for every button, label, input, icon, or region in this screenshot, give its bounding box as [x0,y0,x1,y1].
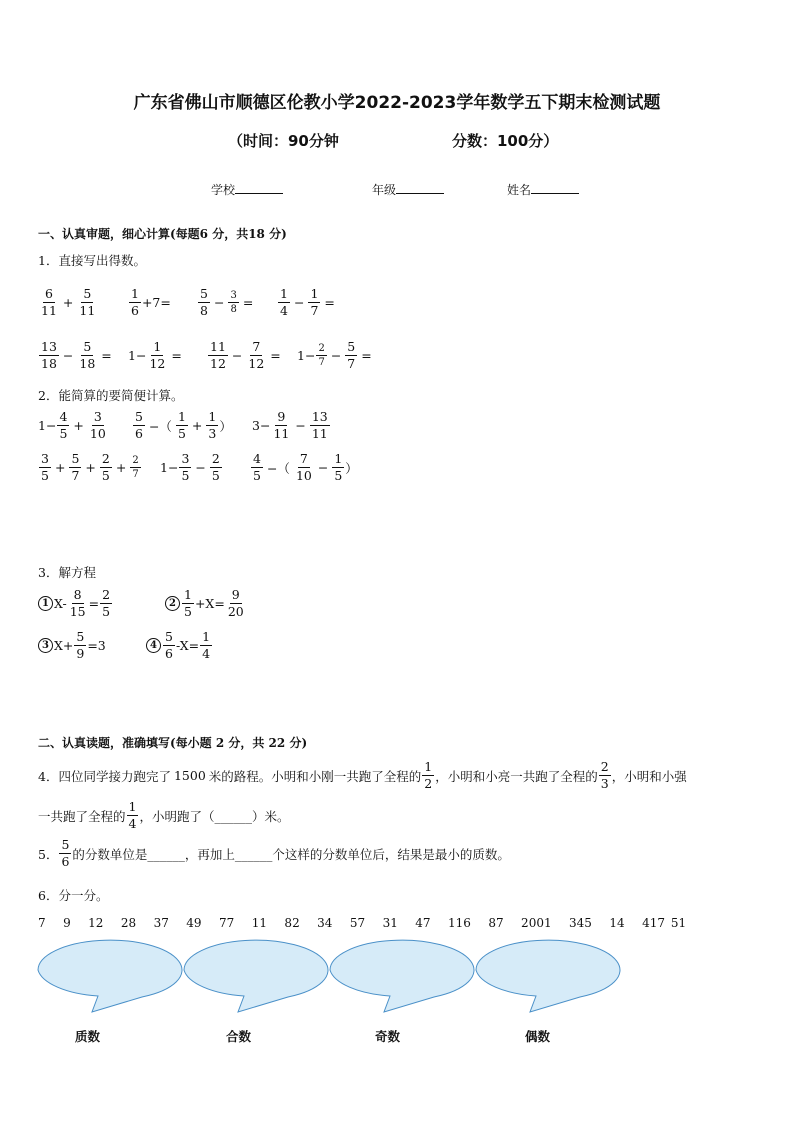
q3-label: 3．解方程 [38,565,96,580]
q4-line2: 一共跑了全程的 1 4 ，小明跑了（______）米。 [38,799,290,831]
q4-part5: 一共跑了全程的 [38,808,126,824]
q2-expr-4: 3 5 + $\frac{5}{7}$ + $\frac{2}{5}$ + $\frac{2}{7}$ [41,451,139,483]
q1-expr-7: 11 12 − $\frac{7}{12}$ = [210,339,281,371]
q1-expr-8: 1− $\frac{2}{7}$ − $\frac{5}{7}$ = [297,339,372,371]
label-composite: 合数 [226,1029,252,1044]
q5-part1: 的分数单位是______，再加上______个这样的分数单位后，结果是最小的质数。 [72,846,510,862]
q6-label: 6．分一分。 [38,888,109,903]
q5-line: 5． 5 6 的分数单位是______，再加上______个这样的分数单位后，结果是最小的质数。 [38,837,510,869]
q2-expr-6: 4 5 −（ 7 10 − $\frac{1}{5}$ ） [253,451,358,483]
q3-eq-1: 1 X- $\frac{8}{15}$ = $\frac{2}{5}$ [38,588,113,619]
q1-expr-3: 5 8 − $\frac{3}{8}$ = [200,286,254,318]
number-list: 7 9 12 28 37 49 77 11 82 34 57 31 47 116 87 2001 345 14 417 51 [38,916,687,930]
q2-expr-2: 5 6 −（ 1 5 + $\frac{1}{3}$ ） [135,409,232,441]
q4-part6: ，小明跑了（______）米。 [139,808,290,824]
q4-part4: ，小明和小强 [611,768,687,784]
label-prime: 质数 [75,1029,101,1044]
section2-title: 二、认真读题，准确填写(每小题 2 分，共 22 分) [38,736,308,750]
q1-expr-1: 6 11 + $\frac{5}{11}$ [41,286,96,318]
exam-score: 分数：100分） [452,132,559,150]
q1-expr-5: 13 18 − $\frac{5}{18}$ = [41,339,112,371]
school-label: 学校 [211,183,236,197]
q1-label: 1．直接写出得数。 [38,253,146,268]
bubble-even[interactable] [476,940,620,1012]
name-label: 姓名 [507,183,532,197]
q1-expr-2: 1 6 +7= [131,286,171,318]
bubble-odd[interactable] [330,940,474,1012]
page-title: 广东省佛山市顺德区伦教小学2022-2023学年数学五下期末检测试题 [133,93,661,113]
q4-part3: ，小明和小亮一共跑了全程的 [435,768,598,784]
bubble-prime[interactable] [38,940,182,1012]
grade-label: 年级 [372,183,397,197]
q1-expr-4: 1 4 − $\frac{1}{7}$ = [280,286,335,318]
q5-prefix: 5． [38,846,59,862]
q2-expr-5: 1− $\frac{3}{5}$ − $\frac{2}{5}$ [160,451,220,483]
q4-part2: 米的路程。小明和小刚一共跑了全程的 [208,768,422,784]
bubble-composite[interactable] [184,940,328,1012]
q3-eq-2: 2 1 5 +X= $\frac{9}{20}$ [165,588,247,619]
q3-eq-3: 3 X+ $\frac{5}{9}$ =3 [38,630,106,661]
section1-title: 一、认真审题，细心计算(每题6 分，共18 分) [38,227,287,241]
label-even: 偶数 [525,1029,551,1044]
q2-expr-1: 1− $\frac{4}{5}$ + $\frac{3}{10}$ [38,409,106,441]
q4-part1: 4．四位同学接力跑完了 [38,768,171,784]
q4-distance: 1500 [173,768,206,783]
label-odd: 奇数 [375,1029,401,1044]
q1-expr-6: 1− $\frac{1}{12}$ = [128,339,182,371]
q2-expr-3: 3− $\frac{9}{11}$ − $\frac{13}{11}$ [252,409,328,441]
q2-label: 2．能简算的要简便计算。 [38,388,184,403]
q3-eq-4: 4 5 6 -X= $\frac{1}{4}$ [146,630,213,661]
q4-line1: 4．四位同学接力跑完了 1500 米的路程。小明和小刚一共跑了全程的 1 2 ，小明和小亮一共跑了全程的 2 3 ，小明和小强 [38,759,687,791]
exam-time: （时间：90分钟 [228,132,339,150]
